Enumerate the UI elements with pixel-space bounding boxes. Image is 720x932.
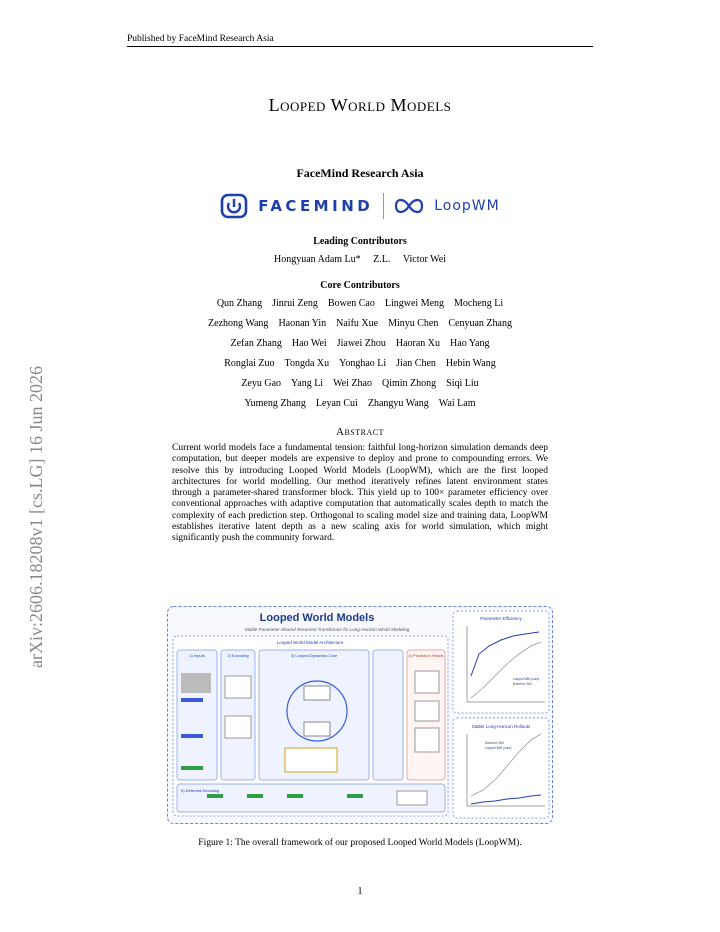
author-name: Yang Li [291, 378, 324, 389]
arxiv-id: arXiv:2606.18208v1 [cs.LG] 16 Jun 2026 [26, 366, 46, 668]
latent-tokens [181, 766, 203, 770]
action-tokens [181, 734, 203, 738]
rollout-title: Stable Long-Horizon Rollouts [471, 724, 531, 729]
loopwm-logo-icon [394, 195, 424, 217]
rollout-legend-ours: Looped WM (ours) [485, 746, 512, 750]
latent-rollout-3 [287, 794, 303, 798]
arxiv-stamp [12, 248, 52, 668]
author-name: Qimin Zhong [381, 378, 437, 389]
author-name: Hao Wei [291, 338, 327, 349]
rollout-legend-baseline: Baseline WM [485, 741, 504, 745]
decoded-frames [397, 791, 427, 805]
author-name: Qun Zhang [216, 298, 263, 309]
transformer-block-1 [304, 686, 330, 700]
author-name: Z.L. [373, 254, 391, 265]
author-name: Zefan Zhang [230, 338, 282, 349]
figure-subtitle: Stable Parameter-Shared Recurrent Transformer for Long-Horizon World Modeling [244, 627, 410, 632]
done-head [415, 728, 439, 752]
figure-caption: Figure 1: The overall framework of our proposed Looped World Models (LoopWM). [198, 838, 522, 848]
section-encoding: 2) Encoding [227, 653, 249, 658]
stability-guarantee [285, 748, 337, 772]
inputs-box [177, 650, 217, 780]
efficiency-legend-baseline: Baseline WM [513, 682, 532, 686]
author-name: Haonan Yin [278, 318, 327, 329]
author-name: Mocheng Li [454, 298, 504, 309]
author-name: Hebin Wang [445, 358, 496, 369]
section-inputs: 1) Inputs [189, 653, 205, 658]
page-number: 1 [357, 886, 363, 897]
author-name: Victor Wei [402, 254, 446, 265]
author-name: Hongyuan Adam Lu* [274, 254, 361, 265]
author-name: Bowen Cao [327, 298, 375, 309]
running-header: Published by FaceMind Research Asia [127, 34, 274, 44]
section-heads: 4) Prediction Heads [408, 653, 444, 658]
loopwm-wordmark: LoopWM [434, 198, 500, 214]
author-name: Yumeng Zhang [244, 398, 306, 409]
core-row [0, 358, 720, 369]
observation-image [181, 673, 211, 693]
author-name: Haoran Xu [395, 338, 441, 349]
author-name: Zeyu Gao [241, 378, 282, 389]
observation-tokens [181, 698, 203, 702]
logo-separator [383, 193, 384, 219]
section-core: 3) Looped Dynamics Core [290, 653, 338, 658]
leading-names [0, 254, 720, 265]
action-encoder [225, 716, 251, 738]
author-name: Lingwei Meng [384, 298, 445, 309]
figure-title: Looped World Models [259, 612, 375, 624]
observation-encoder [225, 676, 251, 698]
core-row [0, 338, 720, 349]
reward-head [415, 701, 439, 721]
framework-figure [167, 606, 553, 824]
latent-rollout-2 [247, 794, 263, 798]
author-name: Hao Yang [450, 338, 490, 349]
author-name: Wei Zhao [333, 378, 372, 389]
rollout-panel [453, 718, 549, 818]
core-row [0, 378, 720, 389]
facemind-wordmark: FACEMIND [258, 197, 374, 215]
author-name: Minyu Chen [388, 318, 439, 329]
core-row [0, 398, 720, 409]
author-name: Zezhong Wang [208, 318, 269, 329]
transformer-block-2 [304, 722, 330, 736]
author-name: Wai Lam [438, 398, 476, 409]
abstract-heading: Abstract [336, 426, 384, 438]
latent-rollout-4 [347, 794, 363, 798]
latent-rollout-1 [207, 794, 223, 798]
observation-head [415, 671, 439, 693]
leading-heading: Leading Contributors [313, 236, 407, 247]
author-name: Zhangyu Wang [367, 398, 429, 409]
efficiency-panel [453, 611, 549, 713]
author-name: Tongda Xu [284, 358, 330, 369]
section-decoding: 5) Deferred Decoding [181, 788, 220, 793]
facemind-logo-icon [220, 193, 248, 219]
author-name: Ronglai Zuo [224, 358, 275, 369]
core-heading: Core Contributors [320, 280, 400, 291]
abstract-body: Current world models face a fundamental tension: faithful long-horizon simulation demands deep computation, but deeper models are expensive to deploy and prone to compounding errors. We resolve this by introducing Looped World Models (LoopWM), which are the first looped architectures for world modelling. Our method iteratively refines latent environment states through a parameter-shared transformer block. This yield up to 100× parameter efficiency over conventional approaches with adaptive computation that automatically scales depth to match the complexity of each prediction step. Orthogonal to scaling model size and training data, LoopWM establishes iterative latent depth as a new scaling axis for world simulation, which might significantly push the community forward. [172, 443, 548, 544]
organization: FaceMind Research Asia [296, 166, 424, 180]
core-row [0, 318, 720, 329]
efficiency-legend-ours: Looped WM (ours) [513, 677, 540, 681]
logo-row [0, 191, 720, 221]
paper-title: Looped World Models [268, 95, 452, 115]
gate-box [373, 650, 403, 780]
encoding-box [221, 650, 255, 780]
author-name: Leyan Cui [315, 398, 358, 409]
core-row [0, 298, 720, 309]
efficiency-title: Parameter Efficiency [480, 616, 522, 621]
author-name: Siqi Liu [446, 378, 479, 389]
author-name: Cenyuan Zhang [448, 318, 512, 329]
author-name: Jinrui Zeng [272, 298, 318, 309]
architecture-label: Looped World Model Architecture [276, 640, 344, 645]
author-name: Naifu Xue [336, 318, 379, 329]
author-name: Jian Chen [396, 358, 436, 369]
author-name: Yonghao Li [339, 358, 387, 369]
author-name: Jiawei Zhou [336, 338, 386, 349]
header-rule [127, 46, 593, 47]
